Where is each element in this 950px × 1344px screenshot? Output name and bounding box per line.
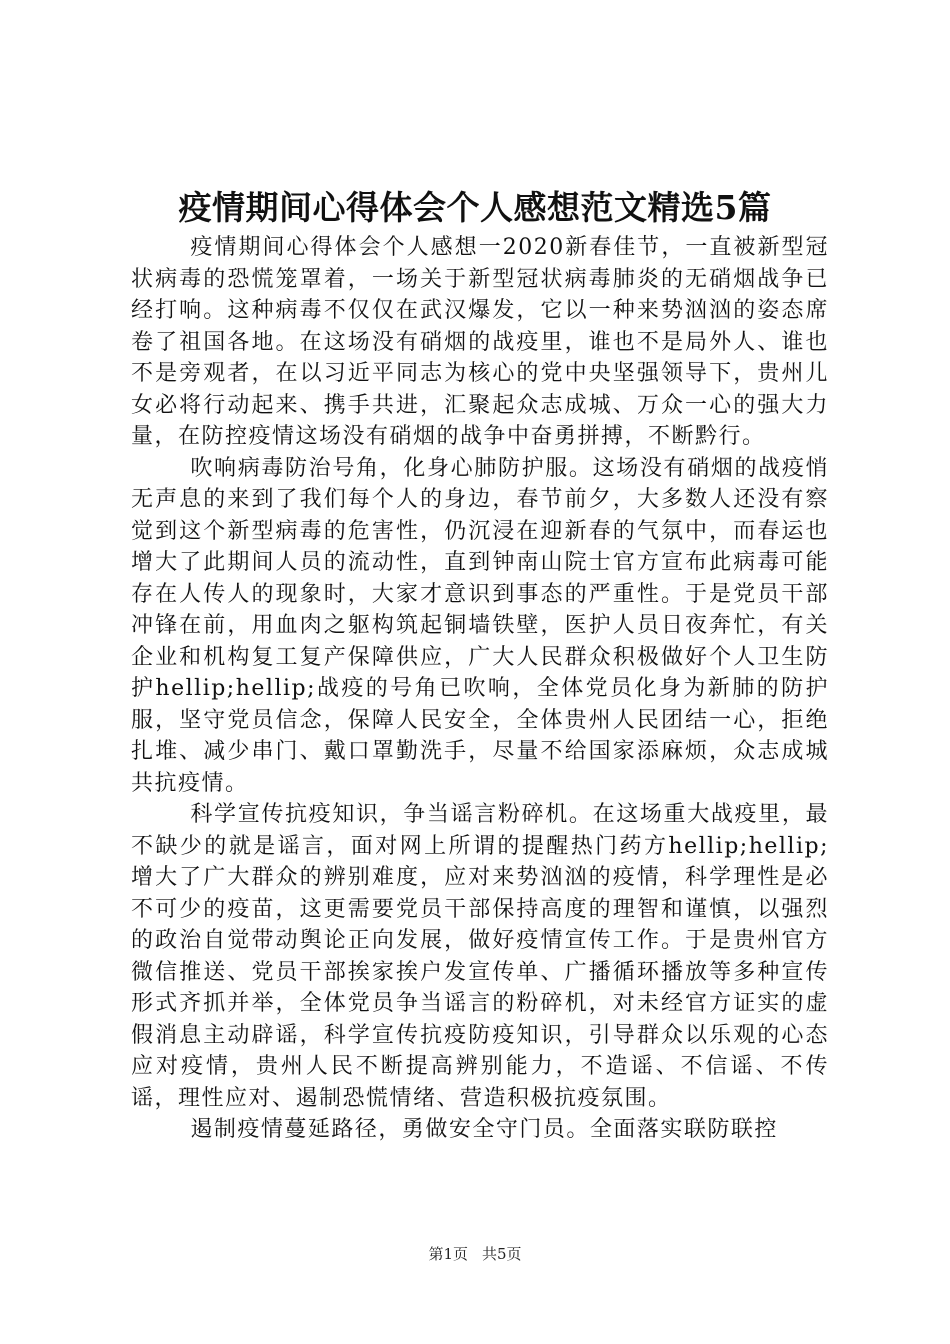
paragraph-1: 疫情期间心得体会个人感想一2020新春佳节，一直被新型冠状病毒的恐慌笼罩着，一场关于新型冠状病毒肺炎的无硝烟战争已经打响。这种病毒不仅仅在武汉爆发，它以一种来势汹汹的姿态席卷了祖国各地。在这场没有硝烟的战疫里，谁也不是局外人、谁也不是旁观者，在以习近平同志为核心的党中央坚强领导下，贵州儿女必将行动起来、携手共进，汇聚起众志成城、万众一心的强大力量，在防控疫情这场没有硝烟的战争中奋勇拼搏，不断黔行。 bbox=[131, 235, 829, 449]
paragraph-4: 遏制疫情蔓延路径，勇做安全守门员。全面落实联防联控 bbox=[190, 1117, 778, 1142]
paragraph-2: 吹响病毒防治号角，化身心肺防护服。这场没有硝烟的战疫悄无声息的来到了我们每个人的身边，春节前夕，大多数人还没有察觉到这个新型病毒的危害性，仍沉浸在迎新春的气氛中，而春运也增大了此期间人员的流动性，直到钟南山院士官方宣布此病毒可能存在人传人的现象时，大家才意识到事态的严重性。于是党员干部冲锋在前，用血肉之躯构筑起铜墙铁壁，医护人员日夜奔忙，有关企业和机构复工复产保障供应，广大人民群众积极做好个人卫生防护hellip;hellip;战疫的号角已吹响，全体党员化身为新肺的防护服，坚守党员信念，保障人民安全，全体贵州人民团结一心，拒绝扎堆、减少串门、戴口罩勤洗手，尽量不给国家添麻烦，众志成城共抗疫情。 bbox=[131, 455, 829, 796]
page-footer bbox=[0, 1244, 950, 1264]
document-title: 疫情期间心得体会个人感想范文精选5篇 bbox=[178, 188, 772, 227]
paragraph-3: 科学宣传抗疫知识，争当谣言粉碎机。在这场重大战疫里，最不缺少的就是谣言，面对网上所谓的提醒热门药方hellip;hellip;增大了广大群众的辨别难度，应对来势汹汹的疫情，科学理性是必不可少的疫苗，这更需要党员干部保持高度的理智和谨慎，以强烈的政治自觉带动舆论正向发展，做好疫情宣传工作。于是贵州官方微信推送、党员干部挨家挨户发宣传单、广播循环播放等多种宣传形式齐抓并举，全体党员争当谣言的粉碎机，对未经官方证实的虚假消息主动辟谣，科学宣传抗疫防疫知识，引导群众以乐观的心态应对疫情，贵州人民不断提高辨别能力，不造谣、不信谣、不传谣，理性应对、遏制恐慌情绪、营造积极抗疫氛围。 bbox=[131, 802, 829, 1111]
page-total: 共5页 bbox=[482, 1245, 522, 1263]
document-body bbox=[131, 232, 829, 1146]
page-number: 第1页 bbox=[428, 1245, 468, 1263]
